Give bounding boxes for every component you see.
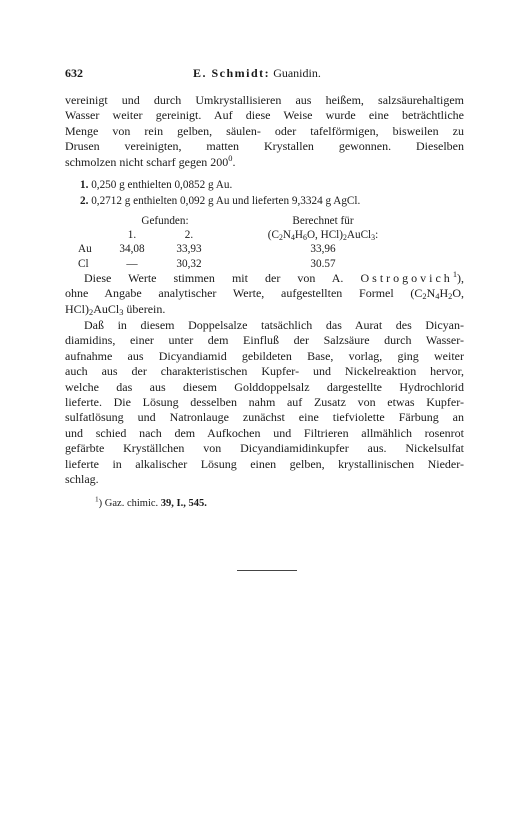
footnote: $^1$) Gaz. chimic. 39, I., 545. <box>95 494 207 509</box>
text-line: auch aus der charakteristischen Kupfer- und Nickelreaktion hervor, <box>65 364 464 379</box>
text-line: ohne Angabe analytischer Werte, aufgestellten Formel ($C_2N_4H_2O$, <box>65 286 464 302</box>
footnote-page: 545. <box>188 498 207 509</box>
page-number: 632 <box>65 66 83 80</box>
footnote-journal: Gaz. chimic. <box>104 498 159 509</box>
footnote-part: I., <box>176 498 186 509</box>
running-header <box>193 66 321 81</box>
found-label: Gefunden: <box>141 215 189 227</box>
result-text: 0,2712 g enthielten 0,092 g Au und lieferten 9,3324 g AgCl. <box>91 195 361 207</box>
value-cell: 33,93 <box>176 243 202 256</box>
table-row <box>78 242 424 256</box>
footnote-volume: 39, <box>160 498 174 509</box>
calculated-label: Berechnet für <box>292 215 354 227</box>
footnote-reference: 1 <box>452 270 457 279</box>
result-number: 1. <box>80 179 89 191</box>
text-line: $HCl)_2AuCl_3$ überein. <box>65 301 166 317</box>
section-divider <box>237 570 297 571</box>
running-header-author: E. Schmidt: <box>193 66 271 80</box>
value-cell: 30,32 <box>176 257 202 270</box>
intro-paragraph <box>65 93 464 170</box>
text-line: schlag. <box>65 472 99 487</box>
element-cell: Au <box>78 243 92 256</box>
element-cell: Cl <box>78 257 89 270</box>
text-line: lieferte. Die Lösung desselben nahm auf Zusatz von etwas Kupfer- <box>65 395 464 410</box>
table-header-row <box>78 214 424 228</box>
result-item <box>80 193 360 209</box>
text-line: und schied nach dem Aufkochen und Filtrieren allmählich rosenrot <box>65 425 464 440</box>
text-line: schmolzen nicht scharf gegen $200^0$. <box>65 153 236 169</box>
text-line: diamidins, einer unter dem Einfluß der Salzsäure durch Wasser- <box>65 333 464 348</box>
text-line: Menge von rein gelben, säulen- oder tafelförmigen, bisweilen zu <box>65 123 464 138</box>
result-text: 0,250 g enthielten 0,0852 g Au. <box>91 179 233 191</box>
running-header-title: Guanidin. <box>273 66 321 80</box>
author-name: Ostrogovich <box>360 271 453 285</box>
text-line: Diese Werte stimmen mit der von A. Ostrogovich$^1$), <box>84 270 464 285</box>
comparison-paragraph <box>65 271 464 317</box>
column-1-header: 1. <box>127 229 137 242</box>
text-line: Wasser weiter gereinigt. Auf diese Weise wurde eine beträchtliche <box>65 108 464 123</box>
text-line: welche das aus diesem Golddoppelsalz dargestellte Hydrochlorid <box>65 379 464 394</box>
footnote-mark: 1 <box>95 494 99 504</box>
formula-header: ($C_2N_4H_6O$, $HCl)_2AuCl_3$: <box>267 229 379 243</box>
calculated-cell: 30.57 <box>310 257 336 270</box>
table-subheader-row <box>78 228 424 242</box>
analysis-table <box>78 214 424 271</box>
text-line: sulfatlösung und Natronlauge zunächst eine tiefviolette Färbung an <box>65 410 464 425</box>
text-line: lieferte in alkalischer Lösung einen gelben, krystallinischen Nieder- <box>65 456 464 471</box>
result-number: 2. <box>80 195 89 207</box>
text-line: aufnahme aus Dicyandiamid gebildeten Base, vorlag, ging weiter <box>65 348 464 363</box>
text-line: Daß in diesem Doppelsalze tatsächlich das Aurat des Dicyan- <box>84 318 464 332</box>
reaction-paragraph <box>65 318 464 487</box>
value-cell: 34,08 <box>119 243 145 256</box>
table-row <box>78 257 424 271</box>
text-line: gefärbte Kryställchen von Dicyandiamidinkupfer aus. Nickelsulfat <box>65 441 464 456</box>
result-item <box>80 177 232 193</box>
calculated-cell: 33,96 <box>310 243 336 256</box>
text-line: vereinigt und durch Umkrystallisieren aus heißem, salzsäurehaltigem <box>65 93 464 107</box>
text-line: Drusen vereinigten, matten Krystallen gewonnen. Dieselben <box>65 139 464 154</box>
value-cell: — <box>126 257 138 270</box>
column-2-header: 2. <box>184 229 194 242</box>
